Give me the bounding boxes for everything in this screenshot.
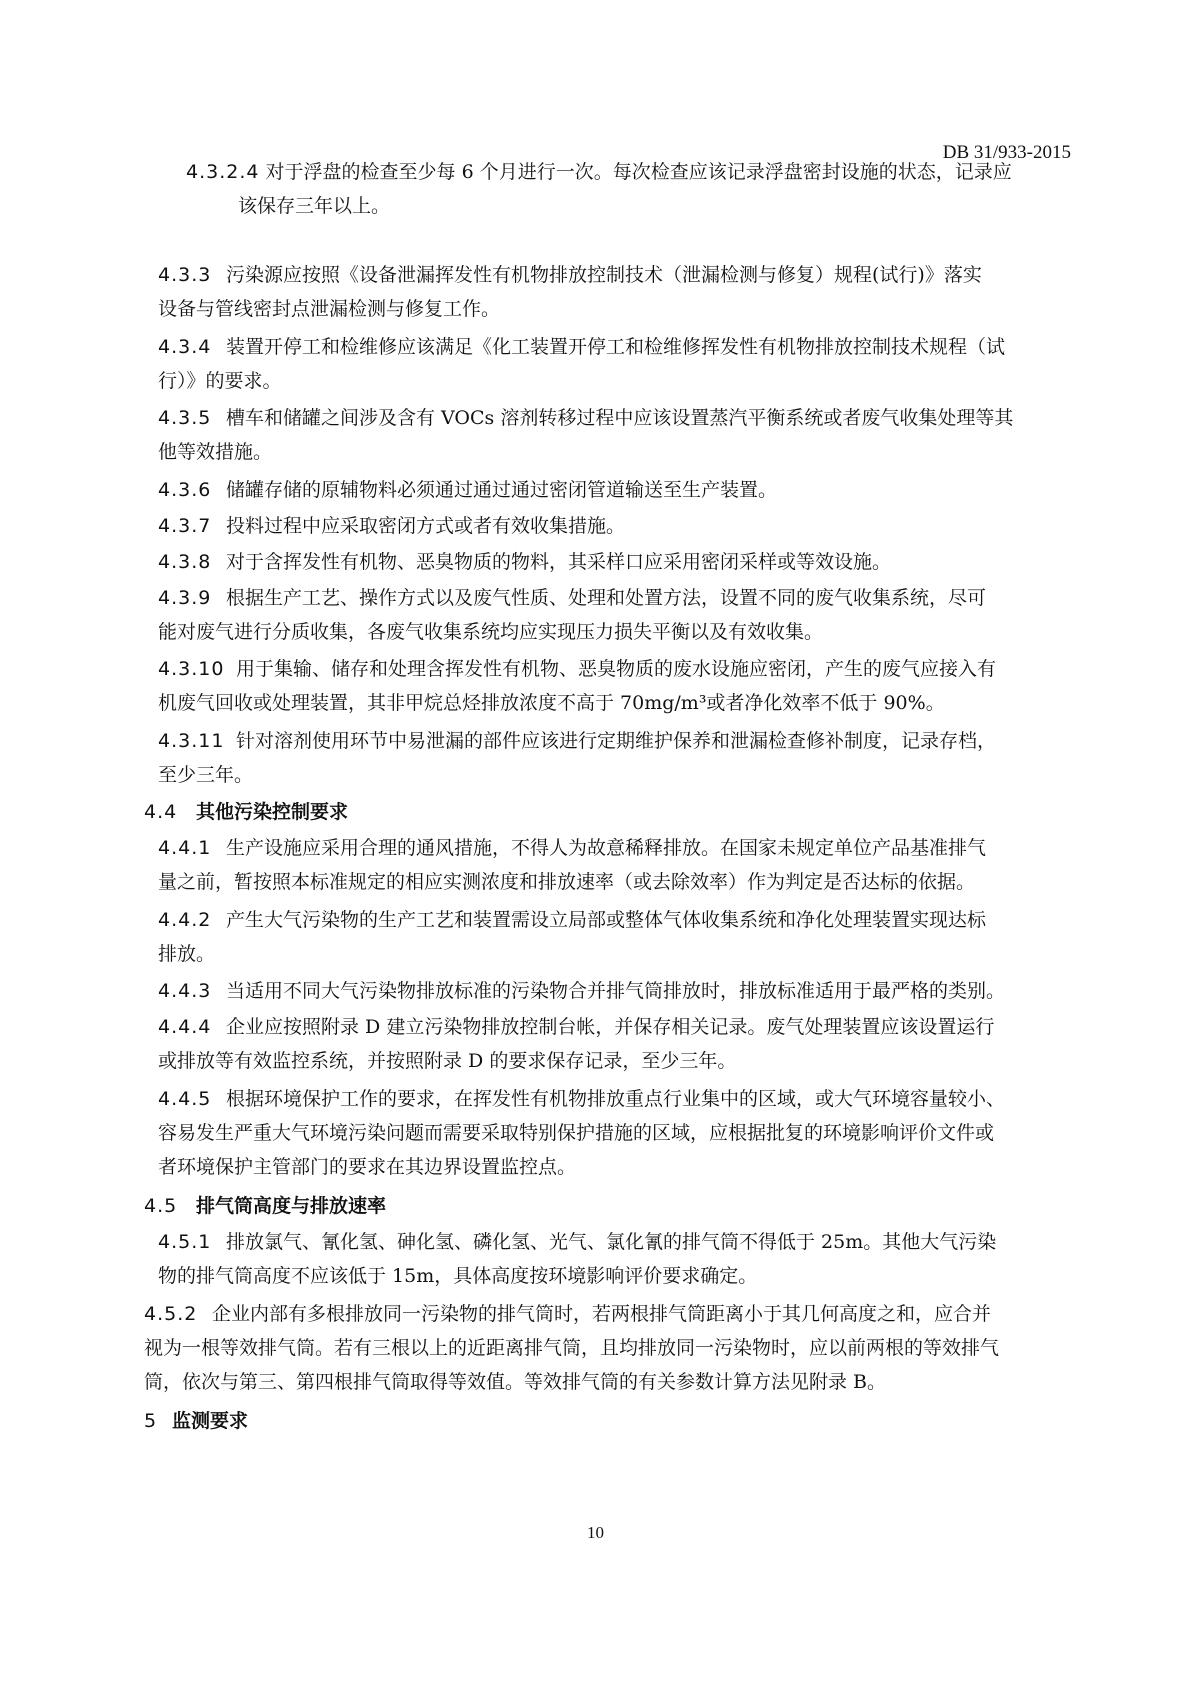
clause-text: 投料过程中应采取密闭方式或者有效收集措施。 (226, 515, 626, 537)
clause-number: 4.3.9 (158, 587, 212, 609)
clause-number: 4.4.4 (158, 1016, 212, 1038)
clause-text: 或排放等有效监控系统，并按照附录 D 的要求保存记录，至少三年。 (158, 1050, 737, 1072)
clause-text: 物的排气筒高度不应该低于 15m，具体高度按环境影响评价要求确定。 (158, 1265, 758, 1287)
clause-text: 用于集输、储存和处理含挥发性有机物、恶臭物质的废水设施应密闭，产生的废气应接入有 (236, 658, 997, 680)
clause-text: 槽车和储罐之间涉及含有 VOCs 溶剂转移过程中应该设置蒸汽平衡系统或者废气收集处理等其 (226, 407, 1014, 429)
clause-text: 装置开停工和检维修应该满足《化工装置开停工和检维修挥发性有机物排放控制技术规程（试 (226, 336, 1006, 358)
clause-number: 4.3.4 (158, 336, 212, 358)
clause-text: 行）》的要求。 (158, 370, 282, 392)
clause-text: 储罐存储的原辅物料必须通过通过通过密闭管道输送至生产装置。 (226, 479, 778, 501)
clause-4-3-6 (158, 473, 777, 507)
clause-text: 排放氯气、氰化氢、砷化氢、磷化氢、光气、氯化氰的排气筒不得低于 25m。其他大气污染 (226, 1231, 997, 1253)
clause-4-5-2 (144, 1297, 999, 1399)
clause-text: 视为一根等效排气筒。若有三根以上的近距离排气筒，且均排放同一污染物时，应以前两根的等效排气 (144, 1337, 1000, 1359)
clause-number: 4.4.3 (158, 980, 212, 1002)
clause-4-4-2 (158, 903, 986, 971)
clause-number: 4.4.5 (158, 1088, 212, 1110)
clause-4-4-5 (158, 1082, 1005, 1184)
clause-number: 4.3.10 (158, 658, 225, 680)
clause-number: 4.3.8 (158, 551, 212, 573)
clause-text: 对于浮盘的检查至少每 6 个月进行一次。每次检查应该记录浮盘密封设施的状态，记录应 (265, 161, 1012, 183)
section-heading-4-4 (144, 795, 348, 829)
clause-text: 容易发生严重大气环境污染问题而需要采取特别保护措施的区域，应根据批复的环境影响评价文件或 (158, 1122, 995, 1144)
clause-4-5-1 (158, 1225, 996, 1293)
clause-text: 对于含挥发性有机物、恶臭物质的物料，其采样口应采用密闭采样或等效设施。 (226, 551, 892, 573)
clause-text: 能对废气进行分质收集，各废气收集系统均应实现压力损失平衡以及有效收集。 (158, 621, 824, 643)
clause-number: 4.3.11 (158, 730, 225, 752)
clause-text: 根据生产工艺、操作方式以及废气性质、处理和处置方法，设置不同的废气收集系统，尽可 (226, 587, 987, 609)
clause-number: 4.3.5 (158, 407, 212, 429)
clause-text: 设备与管线密封点泄漏检测与修复工作。 (158, 298, 501, 320)
clause-text: 产生大气污染物的生产工艺和装置需设立局部或整体气体收集系统和净化处理装置实现达标 (226, 909, 987, 931)
section-heading-4-5 (144, 1189, 386, 1223)
clause-number: 4.4.1 (158, 837, 212, 859)
clause-text: 根据环境保护工作的要求，在挥发性有机物排放重点行业集中的区域，或大气环境容量较小、 (226, 1088, 1006, 1110)
clause-number: 4.3.3 (158, 264, 212, 286)
clause-text: 企业应按照附录 D 建立污染物排放控制台帐，并保存相关记录。废气处理装置应该设置运行 (226, 1016, 995, 1038)
clause-4-4-1 (158, 831, 986, 899)
clause-4-3-11 (158, 724, 996, 792)
section-number: 4.4 (144, 801, 178, 823)
clause-text: 该保存三年以上。 (238, 195, 391, 217)
clause-4-4-3 (158, 974, 1005, 1008)
clause-4-3-9 (158, 581, 986, 649)
clause-text: 机废气回收或处理装置，其非甲烷总烃排放浓度不高于 70mg/m³或者净化效率不低于 90%。 (158, 692, 945, 714)
clause-4-4-4 (158, 1010, 994, 1078)
clause-number: 4.3.6 (158, 479, 212, 501)
clause-text: 他等效措施。 (158, 441, 273, 463)
clause-number: 4.5.2 (144, 1303, 198, 1325)
section-heading-5 (144, 1404, 248, 1438)
clause-number: 4.4.2 (158, 909, 212, 931)
page-number: 10 (587, 1523, 604, 1542)
clause-text: 污染源应按照《设备泄漏挥发性有机物排放控制技术（泄漏检测与修复）规程(试行)》落实 (226, 264, 982, 286)
clause-4-3-5 (158, 401, 1013, 469)
section-number: 4.5 (144, 1195, 178, 1217)
clause-text: 排放。 (158, 943, 216, 965)
clause-4-3-4 (158, 330, 1005, 398)
section-number: 5 (144, 1410, 158, 1432)
clause-number: 4.3.2.4 (186, 161, 260, 183)
clause-number: 4.5.1 (158, 1231, 212, 1253)
clause-text: 当适用不同大气污染物排放标准的污染物合并排气筒排放时，排放标准适用于最严格的类别。 (226, 980, 1006, 1002)
section-title: 其他污染控制要求 (196, 801, 349, 823)
clause-text: 针对溶剂使用环节中易泄漏的部件应该进行定期维护保养和泄漏检查修补制度，记录存档， (236, 730, 997, 752)
clause-text: 量之前，暂按照本标准规定的相应实测浓度和排放速率（或去除效率）作为判定是否达标的依据。 (158, 871, 976, 893)
clause-4-3-2-4 (186, 155, 1012, 223)
clause-4-3-8 (158, 545, 891, 579)
clause-text: 筒，依次与第三、第四根排气筒取得等效值。等效排气筒的有关参数计算方法见附录 B。 (144, 1371, 887, 1393)
clause-number: 4.3.7 (158, 515, 212, 537)
section-title: 排气筒高度与排放速率 (196, 1195, 387, 1217)
clause-text: 企业内部有多根排放同一污染物的排气筒时，若两根排气筒距离小于其几何高度之和，应合并 (212, 1303, 992, 1325)
clause-4-3-7 (158, 509, 625, 543)
clause-text: 者环境保护主管部门的要求在其边界设置监控点。 (158, 1156, 577, 1178)
clause-text: 至少三年。 (158, 764, 254, 786)
clause-4-3-3 (158, 258, 982, 326)
clause-text: 生产设施应采用合理的通风措施，不得人为故意稀释排放。在国家未规定单位产品基准排气 (226, 837, 987, 859)
clause-4-3-10 (158, 652, 996, 720)
document-code: DB 31/933-2015 (942, 142, 1071, 163)
section-title: 监测要求 (172, 1410, 249, 1432)
